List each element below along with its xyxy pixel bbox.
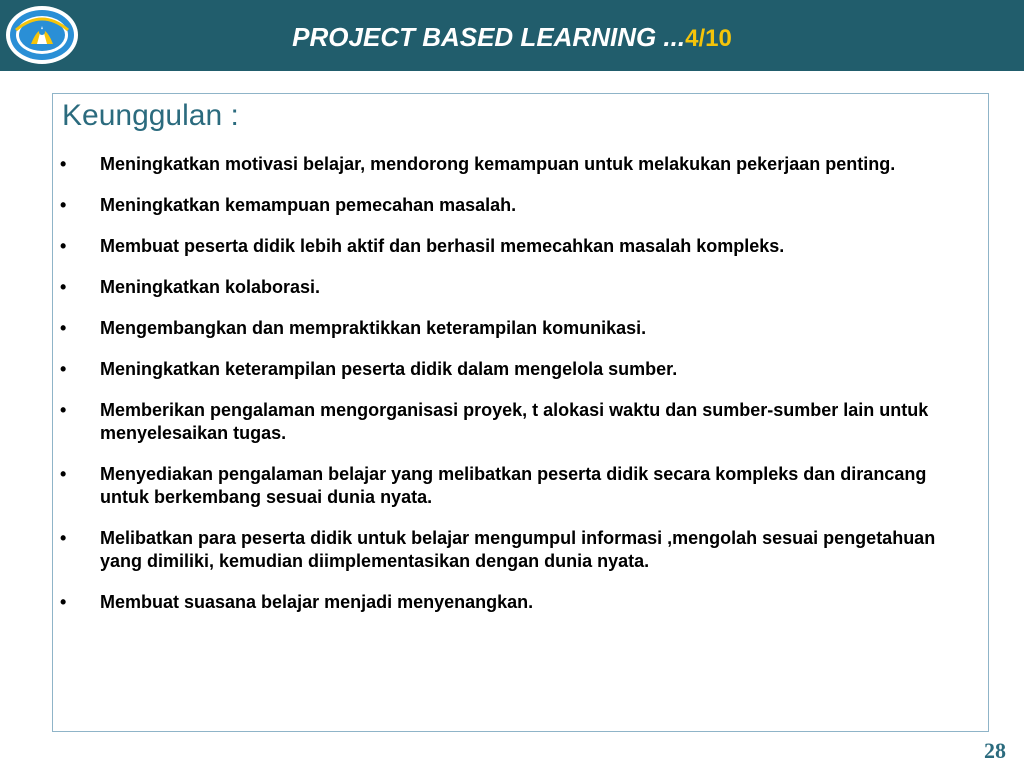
slide-title-page-fraction: 4/10	[685, 25, 732, 52]
bullet-text: Meningkatkan kolaborasi.	[100, 277, 321, 297]
bullet-dot-icon: •	[60, 318, 67, 338]
bullet-item	[0, 235, 970, 258]
bullet-text: Memberikan pengalaman mengorganisasi proyek, t alokasi waktu dan sumber-sumber lain untuk menyelesaikan tugas.	[100, 400, 929, 443]
bullet-dot-icon: •	[60, 359, 67, 379]
slide-header	[0, 0, 1024, 71]
bullet-dot-icon: •	[60, 464, 67, 484]
bullet-text: Menyediakan pengalaman belajar yang melibatkan peserta didik secara kompleks dan dirancang untuk berkembang sesuai dunia nyata.	[100, 464, 927, 507]
bullet-item	[0, 153, 970, 176]
bullet-text: Membuat suasana belajar menjadi menyenangkan.	[100, 592, 534, 612]
section-heading: Keunggulan :	[62, 99, 239, 132]
bullet-text: Mengembangkan dan mempraktikkan keterampilan komunikasi.	[100, 318, 647, 338]
bullet-dot-icon: •	[60, 528, 67, 548]
bullet-item	[0, 463, 970, 509]
bullet-item	[0, 591, 970, 614]
bullet-item	[0, 358, 970, 381]
bullet-dot-icon: •	[60, 592, 67, 612]
bullet-dot-icon: •	[60, 400, 67, 420]
slide-page-number: 28	[984, 738, 1006, 763]
bullet-item	[0, 527, 970, 573]
bullet-text: Meningkatkan motivasi belajar, mendorong kemampuan untuk melakukan pekerjaan penting.	[100, 154, 896, 174]
bullet-dot-icon: •	[60, 277, 67, 297]
bullet-list	[0, 153, 1000, 632]
bullet-item	[0, 317, 970, 340]
bullet-text: Membuat peserta didik lebih aktif dan berhasil memecahkan masalah kompleks.	[100, 236, 785, 256]
bullet-dot-icon: •	[60, 154, 67, 174]
bullet-item	[0, 276, 970, 299]
bullet-dot-icon: •	[60, 236, 67, 256]
bullet-item	[0, 399, 970, 445]
bullet-text: Melibatkan para peserta didik untuk belajar mengumpul informasi ,mengolah sesuai pengetahuan yang dimiliki, kemudian diimplementasikan dengan dunia nyata.	[100, 528, 936, 571]
bullet-dot-icon: •	[60, 195, 67, 215]
bullet-item	[0, 194, 970, 217]
slide-title-text: PROJECT BASED LEARNING ...	[292, 22, 686, 52]
bullet-text: Meningkatkan kemampuan pemecahan masalah.	[100, 195, 517, 215]
bullet-text: Meningkatkan keterampilan peserta didik dalam mengelola sumber.	[100, 359, 678, 379]
slide-title	[0, 0, 1024, 71]
